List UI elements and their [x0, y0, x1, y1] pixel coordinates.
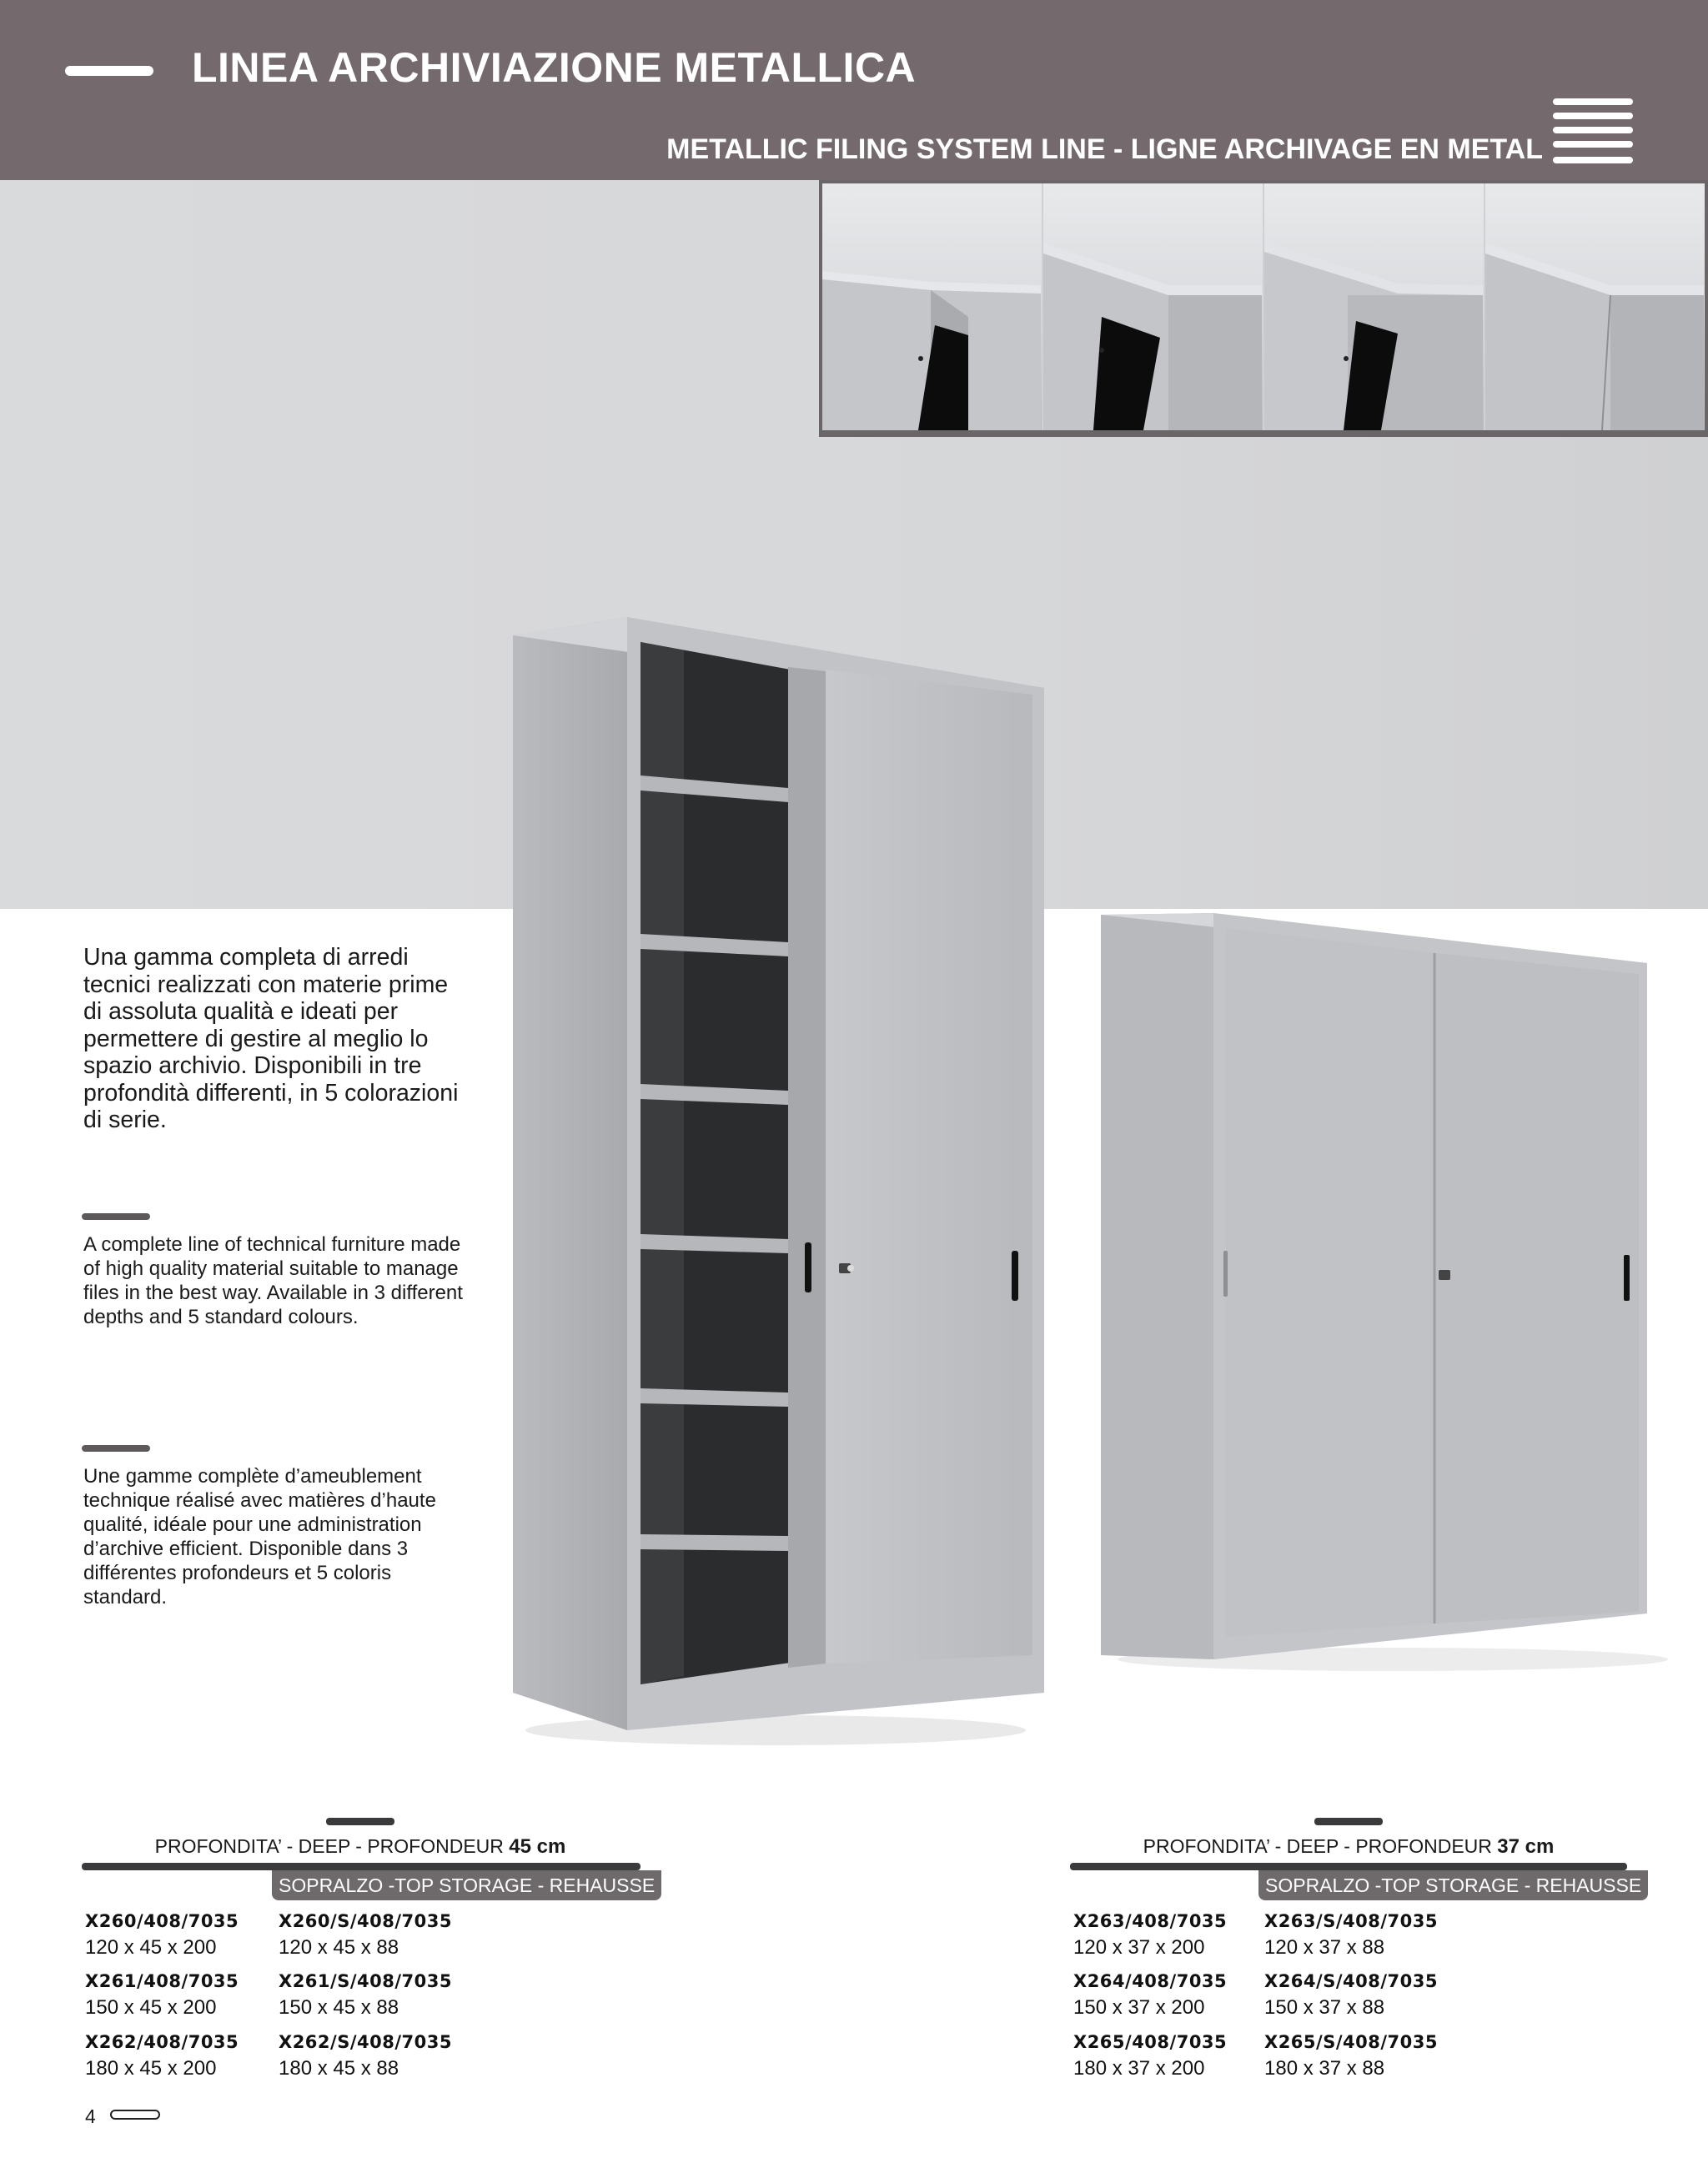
hamburger-menu-icon[interactable] — [1553, 98, 1633, 163]
detail-photo-1 — [822, 183, 1043, 430]
depth-label-37: PROFONDITA’ - DEEP - PROFONDEUR 37 cm — [1143, 1835, 1555, 1858]
product-dimensions: 120 x 45 x 200 — [85, 1936, 217, 1959]
intro-text-french: Une gamme complète d’ameublement technique réalisé avec matières d’haute qualité, idéale pour une administration d’archive efficient. Disponible dans 3 différentes profondeurs et 5 coloris standard. — [83, 1465, 436, 1608]
product-code: X265/408/7035 — [1073, 2032, 1228, 2052]
intro-text-english: A complete line of technical furniture made of high quality material suitable to manage files in the best way. Available in 3 different depths and 5 standard colours. — [83, 1233, 463, 1328]
top-storage-badge-37: SOPRALZO -TOP STORAGE - REHAUSSE — [1258, 1870, 1648, 1900]
header-dash-decoration — [65, 66, 153, 76]
section-dash-en — [82, 1213, 150, 1220]
top-storage-dimensions: 150 x 37 x 88 — [1264, 1996, 1385, 2019]
product-code: X263/408/7035 — [1073, 1911, 1228, 1931]
top-storage-dimensions: 150 x 45 x 88 — [279, 1996, 399, 2019]
product-dimensions: 150 x 37 x 200 — [1073, 1996, 1205, 2019]
product-code: X260/408/7035 — [85, 1911, 239, 1931]
detail-photo-4 — [1485, 183, 1705, 430]
spec-dash-45 — [326, 1818, 394, 1825]
page-header — [0, 0, 1708, 180]
product-code: X261/408/7035 — [85, 1971, 239, 1991]
top-storage-code: X264/S/408/7035 — [1264, 1971, 1438, 1991]
page-title: LINEA ARCHIVIAZIONE METALLICA — [192, 44, 917, 91]
product-dimensions: 150 x 45 x 200 — [85, 1996, 217, 2019]
top-storage-code: X263/S/408/7035 — [1264, 1911, 1438, 1931]
top-storage-code: X262/S/408/7035 — [279, 2032, 452, 2052]
top-detail-photo-strip — [819, 180, 1708, 437]
top-storage-code: X265/S/408/7035 — [1264, 2032, 1438, 2052]
top-storage-dimensions: 120 x 45 x 88 — [279, 1936, 399, 1959]
product-code: X264/408/7035 — [1073, 1971, 1228, 1991]
product-dimensions: 180 x 37 x 200 — [1073, 2057, 1205, 2080]
spec-rule-37 — [1070, 1863, 1627, 1870]
top-storage-dimensions: 120 x 37 x 88 — [1264, 1936, 1385, 1959]
spec-rule-45 — [82, 1863, 640, 1870]
section-dash-fr — [82, 1445, 150, 1452]
tall-sliding-door-cabinet-image — [500, 609, 1051, 1751]
top-storage-dimensions: 180 x 45 x 88 — [279, 2057, 399, 2080]
page-pill-decoration — [110, 2110, 160, 2120]
top-storage-badge-45: SOPRALZO -TOP STORAGE - REHAUSSE — [272, 1870, 661, 1900]
detail-photo-2 — [1043, 183, 1264, 430]
top-storage-code: X261/S/408/7035 — [279, 1971, 452, 1991]
top-storage-dimensions: 180 x 37 x 88 — [1264, 2057, 1385, 2080]
product-code: X262/408/7035 — [85, 2032, 239, 2052]
depth-label-45: PROFONDITA’ - DEEP - PROFONDEUR 45 cm — [154, 1835, 566, 1858]
intro-text-italian: Una gamma completa di arredi tecnici realizzati con materie prime di assoluta qualità e ideati per permettere di gestire al meglio lo spazio archivio. Disponibili in tre profondità differenti, in 5 colorazioni di serie. — [83, 944, 459, 1133]
product-dimensions: 180 x 45 x 200 — [85, 2057, 217, 2080]
page-subtitle: METALLIC FILING SYSTEM LINE - LIGNE ARCHIVAGE EN METAL — [666, 133, 1543, 165]
spec-dash-37 — [1314, 1818, 1383, 1825]
page-number: 4 — [85, 2105, 96, 2127]
product-dimensions: 120 x 37 x 200 — [1073, 1936, 1205, 1959]
detail-photo-3 — [1264, 183, 1485, 430]
low-sliding-door-cabinet-image — [1093, 905, 1676, 1680]
top-storage-code: X260/S/408/7035 — [279, 1911, 452, 1931]
